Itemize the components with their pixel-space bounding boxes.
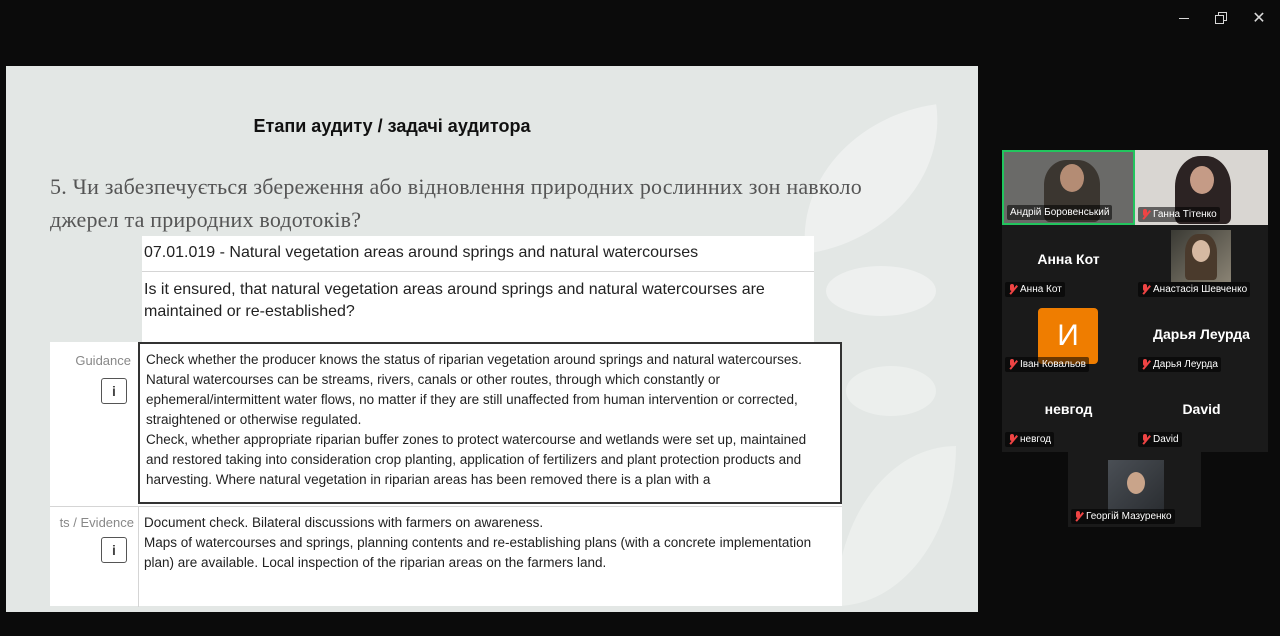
slide-question: 5. Чи забезпечується збереження або відновлення природних рослинних зон навколо джерел та природних водотоків? <box>50 174 862 232</box>
participant-label <box>1005 432 1054 447</box>
participant-label <box>1071 509 1175 524</box>
control-point-code: 07.01.019 - Natural vegetation areas around springs and natural watercourses <box>142 236 814 272</box>
restore-icon[interactable] <box>1211 8 1231 28</box>
participant-display-name: невгод <box>1044 401 1093 417</box>
evidence-text <box>144 513 834 573</box>
mic-muted-icon <box>1074 511 1083 522</box>
participant-tile[interactable] <box>1135 300 1268 375</box>
participant-tile[interactable] <box>1002 375 1135 450</box>
mic-muted-icon <box>1008 359 1017 370</box>
leaf-decoration <box>836 446 956 606</box>
evidence-label-text: ts / Evidence <box>59 515 134 530</box>
avatar <box>1171 230 1231 282</box>
info-icon[interactable]: i <box>101 537 127 563</box>
leaf-decoration <box>846 366 936 416</box>
video-feed <box>1060 164 1084 192</box>
participant-name: Андрій Боровенський <box>1010 207 1110 218</box>
participant-tile[interactable] <box>1002 225 1135 300</box>
evidence-label <box>50 515 134 530</box>
guidance-text[interactable] <box>138 342 842 504</box>
mic-muted-icon <box>1141 359 1150 370</box>
participant-tile[interactable] <box>1135 225 1268 300</box>
guidance-paragraph: Check, whether appropriate riparian buffer zones to protect watercourse and wetlands were set up, maintained and restored taking into consideration crop planting, application of fertilizers and plant protection products and harvesting. Where natural vegetation in riparian areas has been removed there is a plan with a <box>146 432 807 487</box>
evidence-section <box>50 506 842 606</box>
guidance-section <box>50 342 842 506</box>
control-point-question: Is it ensured, that natural vegetation areas around springs and natural watercourses are maintained or re-established? <box>144 281 765 320</box>
participant-name: David <box>1153 434 1179 445</box>
participant-label <box>1138 282 1250 297</box>
participant-label <box>1005 357 1089 372</box>
participant-label <box>1138 357 1221 372</box>
mic-muted-icon <box>1008 434 1017 445</box>
participant-tile[interactable] <box>1135 150 1268 225</box>
mic-muted-icon <box>1141 434 1150 445</box>
participant-name: Дарья Леурда <box>1153 359 1218 370</box>
mic-muted-icon <box>1141 209 1150 220</box>
evidence-paragraph: Maps of watercourses and springs, planning contents and re-establishing plans (with a concrete implementation plan) are available. Local inspection of the riparian areas on the farmers land. <box>144 535 812 570</box>
participant-label <box>1138 207 1220 222</box>
guidance-paragraph: Check whether the producer knows the status of riparian vegetation around springs and natural watercourses. <box>146 352 802 367</box>
divider <box>138 507 139 607</box>
avatar <box>1108 460 1164 512</box>
participant-label <box>1005 282 1065 297</box>
close-icon[interactable]: ✕ <box>1252 10 1266 27</box>
participant-display-name: David <box>1182 401 1221 417</box>
guidance-lines <box>146 350 830 490</box>
participant-label <box>1138 432 1182 447</box>
participants-panel <box>1002 150 1268 452</box>
participant-tile[interactable] <box>1002 300 1135 375</box>
participant-name: Ганна Тітенко <box>1153 209 1217 220</box>
mic-muted-icon <box>1141 284 1150 295</box>
participant-tile[interactable] <box>1135 375 1268 450</box>
guidance-label: Guidance <box>75 353 131 368</box>
participant-name: Іван Ковальов <box>1020 359 1086 370</box>
info-icon[interactable]: i <box>101 378 127 404</box>
guidance-paragraph: Natural watercourses can be streams, rivers, canals or other routes, through which constantly or ephemeral/intermittent water flows, no matter if they are still unaffected from human intervention or corrected, straightened or otherwise regulated. <box>146 372 798 427</box>
participant-name: Анастасія Шевченко <box>1153 284 1248 295</box>
mic-muted-icon <box>1008 284 1017 295</box>
video-feed <box>1190 166 1214 194</box>
participant-name: Анна Кот <box>1020 284 1062 295</box>
participant-name: Георгій Мазуренко <box>1086 511 1172 522</box>
minimize-icon[interactable] <box>1174 8 1194 28</box>
participant-label <box>1007 205 1112 220</box>
participant-name: невгод <box>1020 434 1052 445</box>
participant-tile[interactable] <box>1002 150 1135 225</box>
evidence-paragraph: Document check. Bilateral discussions with farmers on awareness. <box>144 515 544 530</box>
participant-display-name: Анна Кот <box>1037 251 1100 267</box>
leaf-decoration <box>826 266 936 316</box>
avatar: И <box>1038 308 1098 364</box>
shared-screen <box>6 66 978 612</box>
slide-title: Етапи аудиту / задачі аудитора <box>253 116 531 136</box>
participant-tile[interactable] <box>1068 452 1201 527</box>
participant-display-name: Дарья Леурда <box>1153 326 1250 342</box>
